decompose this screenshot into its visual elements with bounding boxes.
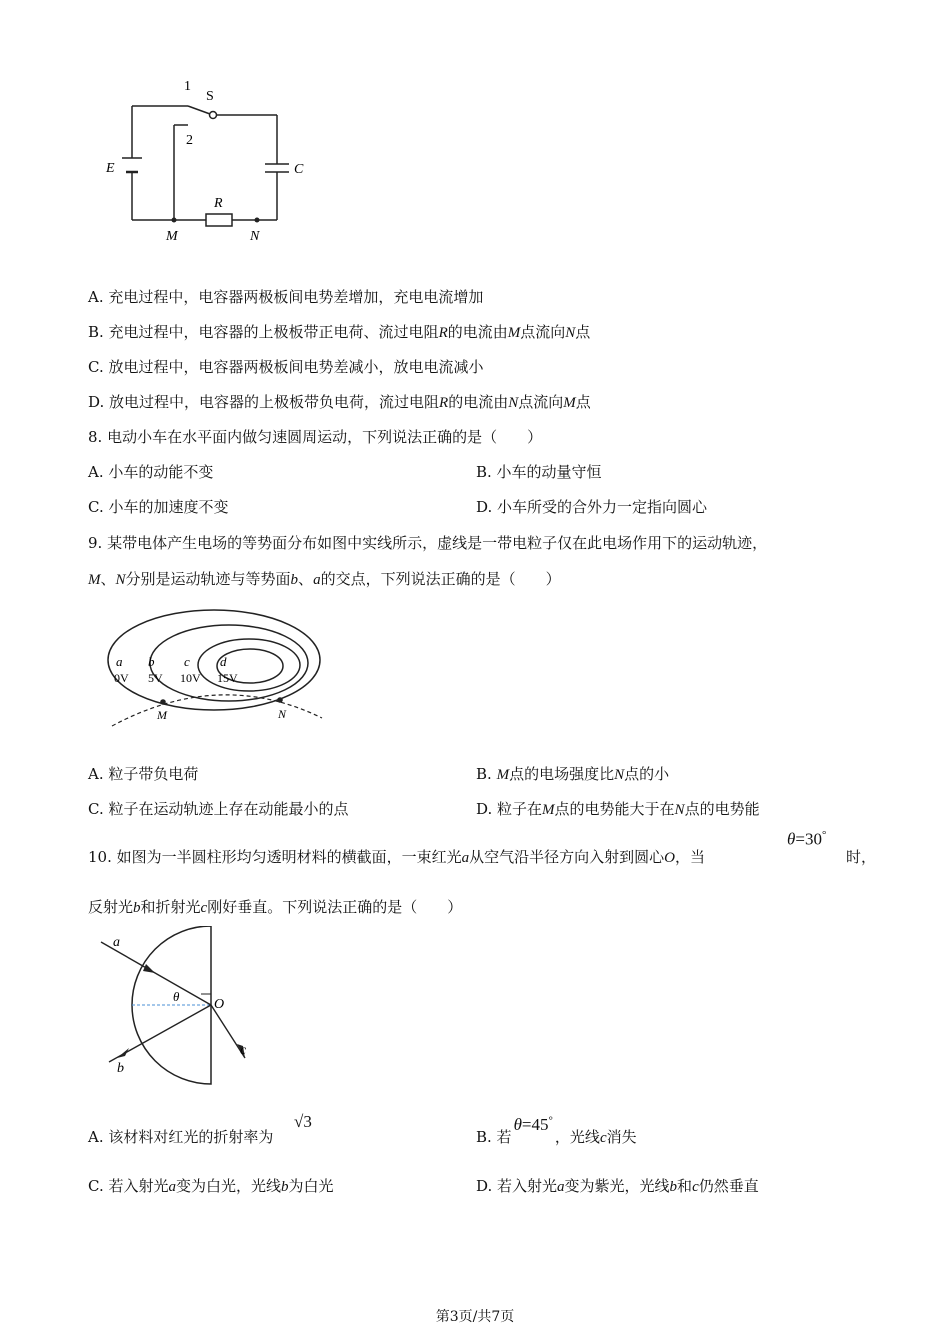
label-d: d [220, 654, 227, 669]
circuit-diagram [100, 78, 320, 248]
formula-theta-30: θ=30° [787, 829, 827, 849]
q8-option-c: C. 小车的加速度不变 [88, 498, 229, 516]
label-c: c [184, 654, 190, 669]
label-vd: 15V [217, 671, 238, 685]
q8-stem: 8. 电动小车在水平面内做匀速圆周运动，下列说法正确的是（ ） [88, 428, 543, 446]
q7-option-a: A. 充电过程中，电容器两极板间电势差增加，充电电流增加 [88, 288, 484, 306]
q10-stem-when: 时， [846, 848, 877, 866]
label-m: M [166, 229, 178, 244]
q10-option-a: A. 该材料对红光的折射率为 [88, 1128, 274, 1146]
q9-option-a: A. 粒子带负电荷 [88, 765, 199, 783]
q9-stem-line2: M、N分别是运动轨迹与等势面b、a的交点，下列说法正确的是（ ） [88, 570, 561, 588]
label-b: b [117, 1061, 124, 1076]
label-r: R [214, 196, 223, 211]
q9-option-c: C. 粒子在运动轨迹上存在动能最小的点 [88, 800, 349, 818]
q8-option-a: A. 小车的动能不变 [88, 463, 214, 481]
label-n: N [278, 707, 287, 721]
semicircle-refraction-diagram [95, 926, 265, 1086]
q7-option-b: B. 充电过程中，电容器的上极板带正电荷、流过电阻R的电流由M点流向N点 [88, 323, 591, 341]
q10-option-c: C. 若入射光a变为白光，光线b为白光 [88, 1177, 334, 1195]
label-c: C [294, 162, 304, 177]
q8-option-d: D. 小车所受的合外力一定指向圆心 [476, 498, 708, 516]
label-a: a [113, 935, 120, 950]
q10-stem-line2: 反射光b和折射光c刚好垂直。下列说法正确的是（ ） [88, 898, 463, 916]
label-n: N [250, 229, 260, 244]
q9-stem-line1: 9. 某带电体产生电场的等势面分布如图中实线所示，虚线是一带电粒子仅在此电场作用下的运动轨迹， [88, 534, 768, 552]
label-c: c [240, 1043, 247, 1058]
q7-option-d: D. 放电过程中，电容器的上极板带负电荷，流过电阻R的电流由N点流向M点 [88, 393, 591, 411]
label-theta: θ [173, 989, 180, 1004]
equipotential-diagram [100, 606, 330, 730]
page-footer: 第3页/共7页 [435, 1309, 515, 1325]
q10-option-d: D. 若入射光a变为紫光，光线b和c仍然垂直 [476, 1177, 759, 1195]
label-two: 2 [186, 133, 193, 148]
label-one: 1 [184, 79, 191, 94]
q10-stem-line1: 10. 如图为一半圆柱形均匀透明材料的横截面，一束红光a从空气沿半径方向入射到圆心O，当 [88, 848, 706, 866]
q7-option-c: C. 放电过程中，电容器两极板间电势差减小，放电电流减小 [88, 358, 484, 376]
label-vb: 5V [148, 671, 163, 685]
label-e: E [106, 161, 115, 176]
q10-option-b: B. 若θ=45°，光线c消失 [476, 1114, 637, 1146]
label-o: O [214, 997, 225, 1012]
q8-option-b: B. 小车的动量守恒 [476, 463, 602, 481]
ray-a [101, 942, 211, 1005]
label-vc: 10V [180, 671, 201, 685]
q9-option-d: D. 粒子在M点的电势能大于在N点的电势能 [476, 800, 760, 818]
label-s: S [206, 89, 214, 104]
formula-sqrt3: √3 [294, 1112, 312, 1131]
label-va: 0V [114, 671, 129, 685]
label-a: a [116, 654, 123, 669]
label-m: M [157, 708, 167, 722]
q9-option-b: B. M点的电场强度比N点的小 [476, 765, 670, 783]
label-b: b [148, 654, 155, 669]
